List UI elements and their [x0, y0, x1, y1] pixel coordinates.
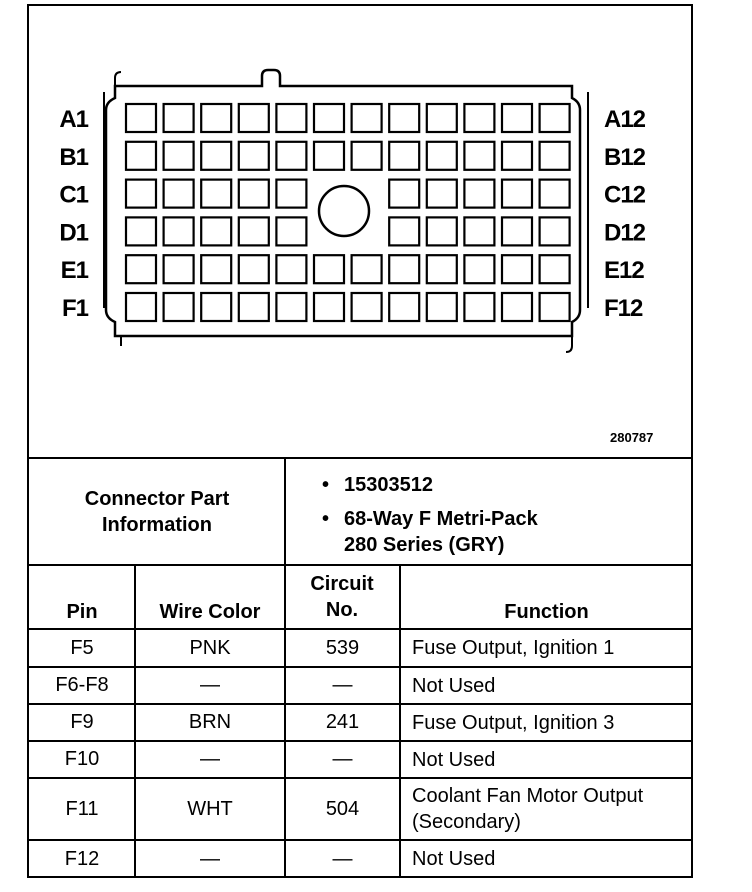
center-bolt-hole	[319, 186, 369, 236]
connector-part-info-list	[322, 472, 682, 566]
list-item	[322, 506, 682, 558]
pin-label-right: B12	[604, 143, 646, 171]
pin-cavity	[164, 104, 194, 132]
pin-cavity	[201, 104, 231, 132]
header-wire-color: Wire Color	[159, 601, 261, 623]
cell-wire-color: —	[200, 674, 220, 696]
pin-label-right: D12	[604, 219, 646, 247]
cell-circuit: 504	[325, 797, 360, 820]
cell-pin: F5	[70, 636, 94, 659]
pin-cavity	[126, 293, 156, 321]
pin-cavity	[314, 142, 344, 170]
header-pin: Pin	[66, 601, 98, 623]
cell-circuit: 539	[325, 636, 360, 659]
divider	[134, 564, 136, 878]
pin-cavity	[352, 255, 382, 283]
pin-cavity	[164, 180, 194, 208]
housing-tab	[115, 72, 121, 86]
pin-label-left: B1	[59, 143, 88, 171]
divider	[284, 564, 286, 878]
pin-cavity	[502, 180, 532, 208]
pin-cavity	[352, 142, 382, 170]
bullet-icon: •	[322, 474, 330, 496]
pin-label-left: D1	[59, 219, 88, 247]
pin-cavity	[502, 255, 532, 283]
cell-circuit: —	[332, 847, 353, 870]
pin-cavity	[540, 255, 570, 283]
pin-cavity	[239, 255, 269, 283]
pin-cavity	[314, 255, 344, 283]
connector-body	[104, 70, 588, 352]
pin-cavity	[276, 293, 306, 321]
pin-cavity	[314, 293, 344, 321]
pin-cavity	[276, 217, 306, 245]
pin-cavity	[427, 255, 457, 283]
pin-cavity	[201, 255, 231, 283]
pin-cavity	[464, 217, 494, 245]
pin-cavity	[502, 217, 532, 245]
connector-description: 68-Way F Metri-Pack	[344, 508, 538, 530]
cell-function: Fuse Output, Ignition 3	[412, 711, 615, 734]
pin-label-left: E1	[60, 257, 88, 285]
cell-wire-color: PNK	[189, 636, 231, 659]
cell-circuit: 241	[325, 711, 360, 733]
divider	[399, 564, 401, 878]
pin-cavity	[314, 104, 344, 132]
pin-cavity	[352, 104, 382, 132]
pin-cavity	[164, 255, 194, 283]
pin-cavity	[540, 180, 570, 208]
pin-cavity	[201, 142, 231, 170]
connector-part-info-title: Connector Part Information	[84, 488, 230, 536]
pin-cavity	[540, 217, 570, 245]
pin-cavity	[389, 217, 419, 245]
pin-cavity	[389, 142, 419, 170]
cell-wire-color: BRN	[188, 711, 232, 733]
pin-cavity	[164, 293, 194, 321]
cell-wire-color: —	[200, 748, 220, 770]
pin-cavity	[464, 293, 494, 321]
pin-cavity	[389, 180, 419, 208]
cell-wire-color: —	[200, 847, 220, 870]
pin-cavity	[126, 104, 156, 132]
part-number: 15303512	[344, 474, 433, 496]
pin-cavity	[464, 180, 494, 208]
pin-cavity	[427, 142, 457, 170]
cell-pin: F12	[64, 847, 100, 870]
pin-cavity	[464, 142, 494, 170]
pin-cavity	[352, 293, 382, 321]
pin-cavity	[126, 142, 156, 170]
pin-cavity	[502, 142, 532, 170]
pin-cavity	[276, 142, 306, 170]
cell-pin: F6-F8	[55, 674, 109, 696]
pin-cavity	[126, 255, 156, 283]
pin-cavity	[464, 255, 494, 283]
pin-cavity	[201, 180, 231, 208]
pin-cavity	[239, 217, 269, 245]
pin-cavity	[126, 217, 156, 245]
cell-circuit: —	[332, 674, 353, 696]
cell-function: Not Used	[412, 748, 496, 771]
pin-label-right: E12	[604, 257, 644, 285]
pin-cavity	[540, 293, 570, 321]
pin-cavity	[164, 217, 194, 245]
pin-cavities	[126, 104, 570, 321]
cell-pin: F10	[64, 748, 100, 770]
pin-cavity	[276, 255, 306, 283]
pin-cavity	[427, 104, 457, 132]
pin-cavity	[201, 217, 231, 245]
cell-pin: F9	[70, 711, 94, 733]
pin-cavity	[201, 293, 231, 321]
pin-label-right: C12	[604, 181, 646, 209]
pin-cavity	[276, 104, 306, 132]
header-circuit-no: Circuit No.	[310, 573, 374, 621]
header-function: Function	[504, 601, 589, 623]
pin-labels	[59, 106, 645, 322]
pin-label-left: C1	[59, 181, 88, 209]
cell-function: Coolant Fan Motor Output (Secondary)	[412, 785, 644, 833]
cell-wire-color: WHT	[187, 797, 233, 820]
pin-label-right: F12	[604, 295, 643, 322]
cell-function: Not Used	[412, 848, 496, 870]
divider	[29, 457, 693, 459]
pin-cavity	[126, 180, 156, 208]
pin-cavity	[502, 293, 532, 321]
cell-circuit: —	[332, 748, 353, 770]
pin-label-right: A12	[604, 106, 646, 133]
pin-cavity	[389, 104, 419, 132]
pin-cavity	[239, 180, 269, 208]
pin-cavity	[389, 293, 419, 321]
list-item	[322, 472, 682, 498]
pin-cavity	[502, 104, 532, 132]
pin-cavity	[464, 104, 494, 132]
pin-label-left: F1	[61, 295, 88, 322]
pin-cavity	[276, 180, 306, 208]
pin-cavity	[164, 142, 194, 170]
bullet-icon: •	[322, 508, 330, 530]
pin-cavity	[389, 255, 419, 283]
cell-pin: F11	[65, 797, 99, 820]
pin-label-left: A1	[59, 106, 88, 133]
pin-cavity	[239, 104, 269, 132]
pin-cavity	[239, 142, 269, 170]
cell-function: Not Used	[412, 674, 496, 697]
pin-cavity	[427, 180, 457, 208]
pin-cavity	[239, 293, 269, 321]
pin-cavity	[540, 142, 570, 170]
figure-id: 280787	[610, 430, 654, 445]
cell-function: Fuse Output, Ignition 1	[412, 637, 615, 659]
pin-cavity	[427, 217, 457, 245]
pin-cavity	[540, 104, 570, 132]
pin-cavity	[427, 293, 457, 321]
connector-series: 280 Series (GRY)	[344, 534, 505, 556]
housing-tab	[566, 336, 572, 352]
